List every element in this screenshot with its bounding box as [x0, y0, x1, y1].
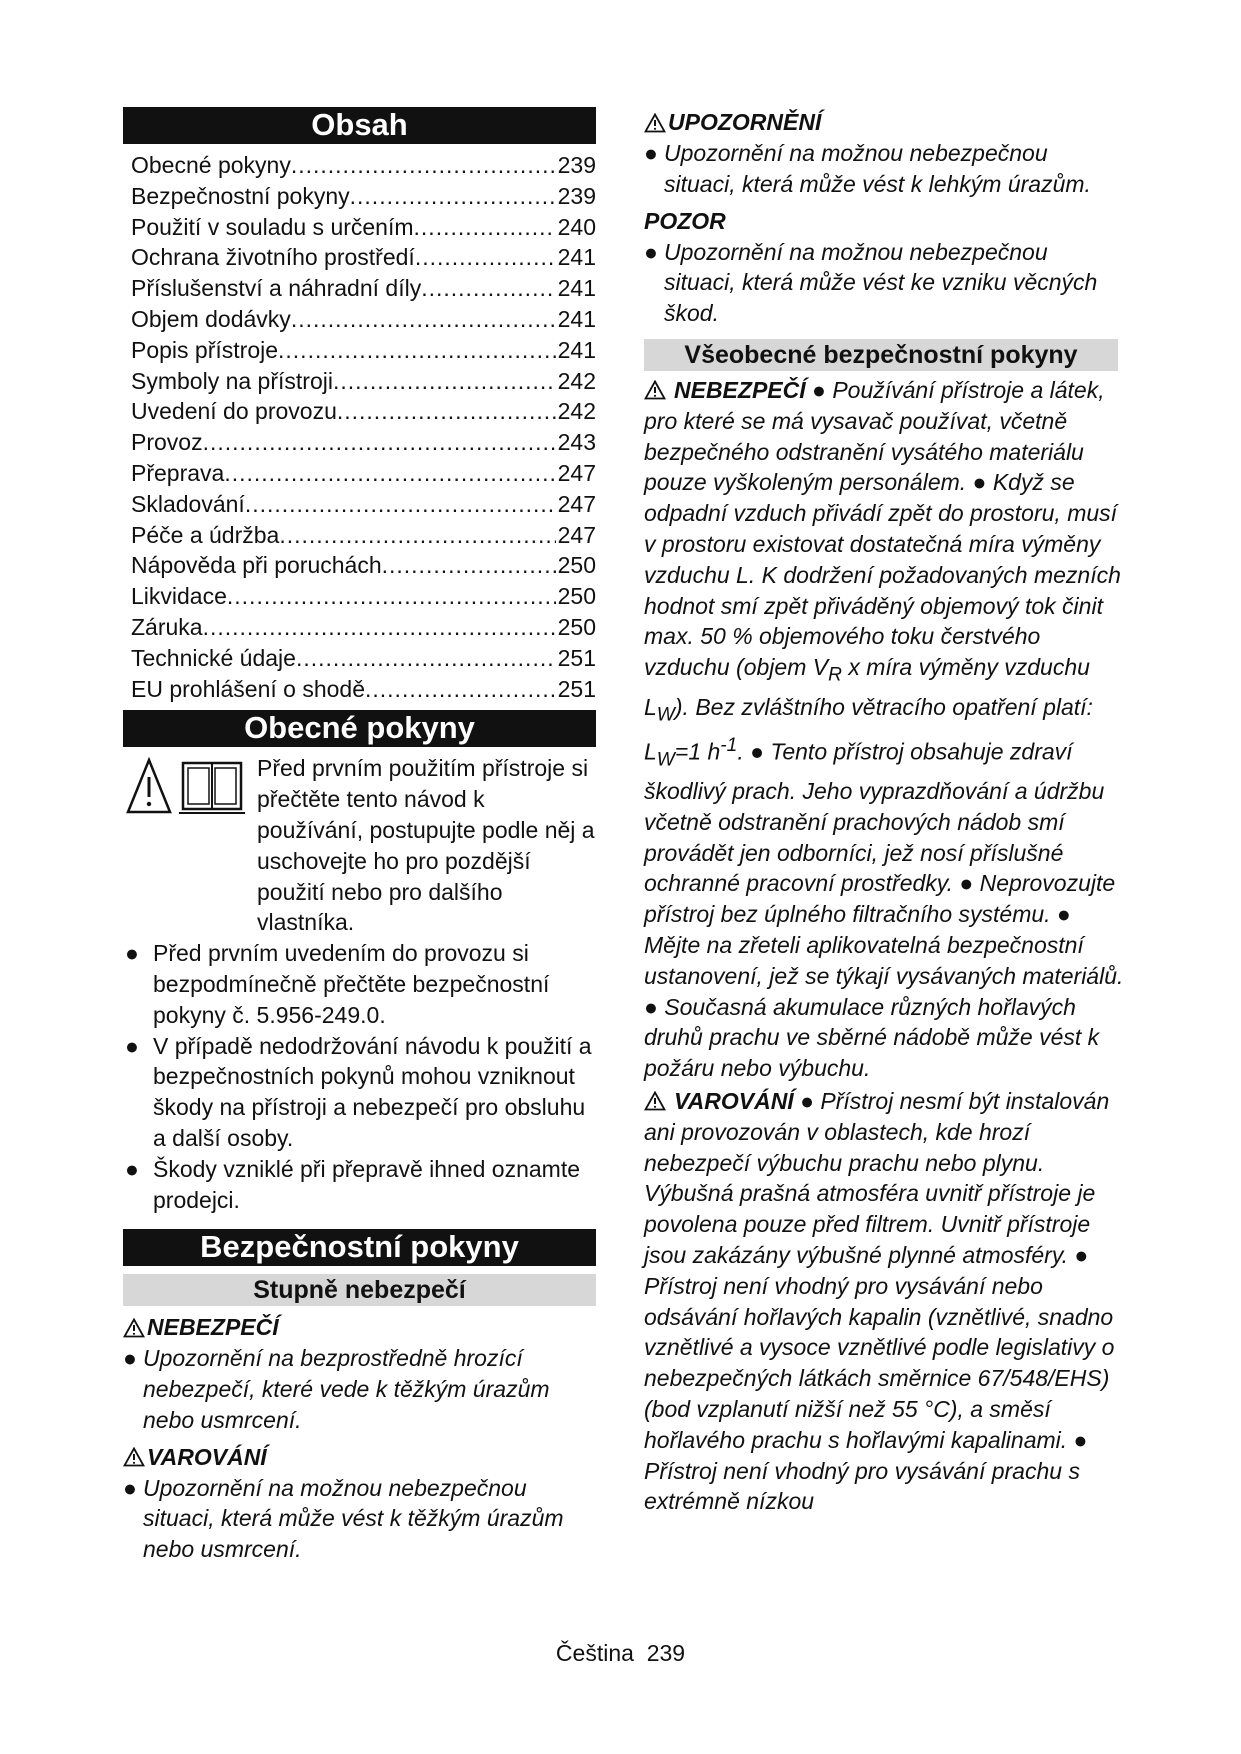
- general-intro: [123, 753, 596, 938]
- toc-entry-page: 241: [557, 336, 596, 363]
- list-item: [123, 1343, 596, 1435]
- toc-leader-dots: [203, 427, 556, 458]
- danger-level-block: [123, 1442, 596, 1565]
- general-safety-heading: Všeobecné bezpečnostní pokyny: [644, 339, 1118, 371]
- subscript-w: W: [656, 704, 675, 726]
- toc-heading: Obsah: [123, 107, 596, 144]
- toc-leader-dots: [224, 458, 555, 489]
- toc-leader-dots: [278, 335, 556, 366]
- toc-entry-page: 241: [557, 244, 596, 271]
- footer-page-number: 239: [646, 1640, 686, 1666]
- danger-text: ● Používání přístroje a látek, pro které se má vysavač používat, včetně bezpečného odstranění vysátého materiálu pouze vyškoleným personálem. ● Když se odpadní vzduch přivádí zpět do prostoru, musí v prostoru existovat dostatečná míra výměny vzduchu L. K dodržení požadovaných mezních hodnot smí zpět přiváděný objemový tok činit max. 50 % objemového toku čerstvého vzduchu (objem V: [644, 376, 1121, 681]
- danger-level-text: Upozornění na možnou nebezpečnou situaci, která může vést ke vzniku věcných škod.: [664, 238, 1098, 327]
- danger-level-name: POZOR: [644, 207, 726, 234]
- footer-language: Čeština: [555, 1640, 634, 1666]
- toc-leader-dots: [245, 489, 556, 520]
- toc-entry-title: Provoz: [131, 429, 203, 456]
- toc-leader-dots: [291, 304, 556, 335]
- toc-entry: [131, 489, 596, 520]
- warning-and-manual-icon: [125, 757, 247, 817]
- general-intro-text: Před prvním použitím přístroje si přečtěte tento návod k používání, postupujte podle něj a uschovejte ho pro pozdější použití nebo pro dalšího vlastníka.: [257, 755, 595, 936]
- toc-entry: [131, 335, 596, 366]
- warning-triangle-icon: [644, 1091, 666, 1111]
- toc-entry-page: 241: [557, 275, 596, 302]
- toc-entry-title: Nápověda při poruchách: [131, 552, 382, 579]
- toc-entry: [131, 304, 596, 335]
- toc-entry: [131, 212, 596, 243]
- toc-entry: [131, 273, 596, 304]
- warning-paragraph: [644, 1086, 1124, 1517]
- danger-levels-heading: Stupně nebezpečí: [123, 1274, 596, 1306]
- toc-entry-page: 250: [557, 552, 596, 579]
- danger-level-block: [644, 206, 1124, 329]
- toc-leader-dots: [296, 643, 556, 674]
- danger-level-list: [644, 237, 1124, 329]
- toc-leader-dots: [227, 581, 556, 612]
- toc-entry-page: 242: [557, 367, 596, 394]
- danger-label: NEBEZPEČÍ: [674, 376, 806, 403]
- danger-text-3: ). Bez zvláštního větracího opatření platí: L: [644, 693, 1093, 765]
- list-item-text: Škody vzniklé při přepravě ihned oznamte prodejci.: [153, 1155, 581, 1213]
- warning-label: VAROVÁNÍ: [674, 1087, 794, 1114]
- toc-leader-dots: [203, 612, 556, 643]
- toc-entry-title: Péče a údržba: [131, 521, 280, 548]
- danger-level-list: [644, 138, 1124, 200]
- toc-entry-page: 239: [557, 182, 596, 209]
- list-item: [644, 237, 1124, 329]
- toc-entry: [131, 612, 596, 643]
- warning-triangle-icon: [644, 113, 666, 133]
- toc-entry-title: Skladování: [131, 490, 245, 517]
- toc-entry-title: Likvidace: [131, 583, 227, 610]
- toc-entry-page: 247: [557, 490, 596, 517]
- toc-entry: [131, 643, 596, 674]
- toc-entry-title: Technické údaje: [131, 644, 296, 671]
- toc-entry-page: 247: [557, 459, 596, 486]
- toc-leader-dots: [421, 273, 555, 304]
- danger-level-block: [644, 107, 1124, 200]
- toc-entry: [131, 242, 596, 273]
- list-item: [123, 1473, 596, 1565]
- danger-level-label: [123, 1442, 596, 1473]
- warning-triangle-icon: [644, 380, 666, 400]
- danger-level-label: [644, 206, 1124, 237]
- toc-entry: [131, 150, 596, 181]
- toc-entry-title: Objem dodávky: [131, 305, 291, 332]
- toc-leader-dots: [365, 674, 556, 705]
- danger-level-block: [123, 1312, 596, 1435]
- warning-triangle-icon: [123, 1318, 145, 1338]
- danger-levels-right: [644, 107, 1124, 329]
- toc-entry: [131, 581, 596, 612]
- danger-level-text: Upozornění na bezprostředně hrozící nebezpečí, které vede k těžkým úrazům nebo usmrcení.: [143, 1345, 550, 1433]
- toc-leader-dots: [382, 550, 556, 581]
- toc-entry: [131, 366, 596, 397]
- toc-entry-title: Ochrana životního prostředí: [131, 244, 415, 271]
- page-footer: [0, 1640, 1241, 1667]
- toc-entry-page: 241: [557, 305, 596, 332]
- toc-entry-page: 239: [557, 152, 596, 178]
- list-item-text: Před prvním uvedením do provozu si bezpodmínečně přečtěte bezpečnostní pokyny č. 5.956-249.0.: [153, 940, 550, 1028]
- toc-entry: [131, 674, 596, 705]
- bullet-icon: ●: [125, 940, 139, 967]
- danger-text-2: x míra výměny vzduchu L: [644, 654, 1090, 720]
- toc-entry-page: 247: [557, 521, 596, 548]
- toc-entry-title: Bezpečnostní pokyny: [131, 182, 350, 209]
- toc-entry-page: 243: [557, 429, 596, 456]
- toc-entry: [131, 550, 596, 581]
- warning-triangle-icon: [123, 1447, 145, 1467]
- danger-level-name: NEBEZPEČÍ: [147, 1314, 279, 1341]
- toc-leader-dots: [414, 212, 556, 243]
- toc-entry-page: 250: [557, 583, 596, 610]
- bullet-icon: ●: [123, 1474, 137, 1501]
- danger-level-list: [123, 1343, 596, 1435]
- general-bullet-list: [123, 938, 596, 1215]
- superscript-minus-one: -1: [720, 734, 738, 756]
- bullet-icon: ●: [644, 140, 658, 166]
- danger-level-name: VAROVÁNÍ: [147, 1443, 267, 1470]
- bullet-icon: ●: [644, 238, 658, 265]
- danger-level-label: [644, 107, 1124, 138]
- toc-entry: [131, 520, 596, 551]
- danger-level-list: [123, 1473, 596, 1565]
- toc-entry-page: 242: [557, 398, 596, 425]
- toc-entry-title: Záruka: [131, 613, 203, 640]
- toc-leader-dots: [291, 150, 556, 181]
- toc-entry-title: Přeprava: [131, 459, 225, 486]
- danger-paragraph: [644, 375, 1124, 1084]
- list-item: [123, 1031, 596, 1154]
- danger-text-5: . ● Tento přístroj obsahuje zdraví škodlivý prach. Jeho vyprazdňování a údržbu včetně odstranění prachových nádob smí provádět jen odborníci, jež nosí příslušné ochranné pracovní prostředky. ● Neprovozujte přístroj bez úplného filtračního systému. ● Mějte na zřeteli aplikovatelná bezpečnostní ustanovení, jež se týkají vysávaných materiálů. ● Současná akumulace různých hořlavých druhů prachu ve sběrné nádobě může vést k požáru nebo výbuchu.: [644, 738, 1124, 1082]
- safety-heading: Bezpečnostní pokyny: [123, 1229, 596, 1266]
- bullet-icon: ●: [125, 1032, 139, 1059]
- list-item: [123, 1154, 596, 1216]
- bullet-icon: ●: [125, 1155, 139, 1182]
- subscript-r: R: [828, 664, 842, 686]
- danger-level-label: [123, 1312, 596, 1343]
- left-column: [123, 107, 596, 1565]
- list-item-text: V případě nedodržování návodu k použití a bezpečnostních pokynů mohou vzniknout škody na přístroji a nebezpečí pro obsluhu a další osoby.: [153, 1032, 592, 1151]
- list-item: [123, 938, 596, 1030]
- toc-entry-title: Popis přístroje: [131, 336, 279, 363]
- toc-leader-dots: [337, 396, 556, 427]
- table-of-contents: [123, 150, 596, 704]
- toc-entry-title: Uvedení do provozu: [131, 398, 337, 425]
- right-column: [644, 107, 1124, 1517]
- toc-entry-title: Příslušenství a náhradní díly: [131, 275, 422, 302]
- danger-level-text: Upozornění na možnou nebezpečnou situaci, která může vést k těžkým úrazům nebo usmrcení.: [143, 1474, 564, 1563]
- toc-leader-dots: [350, 181, 556, 212]
- toc-entry: [131, 427, 596, 458]
- danger-level-name: UPOZORNĚNÍ: [668, 109, 822, 135]
- bullet-icon: ●: [123, 1345, 137, 1372]
- toc-entry-title: Použití v souladu s určením: [131, 213, 414, 240]
- toc-entry-title: Obecné pokyny: [131, 152, 291, 178]
- danger-levels-left: [123, 1312, 596, 1565]
- toc-entry-title: Symboly na přístroji: [131, 367, 333, 394]
- list-item: [644, 138, 1124, 200]
- danger-text-4: =1 h: [674, 738, 721, 765]
- toc-entry-page: 250: [557, 613, 596, 640]
- toc-leader-dots: [279, 520, 555, 551]
- toc-entry: [131, 396, 596, 427]
- toc-entry: [131, 181, 596, 212]
- toc-entry-page: 240: [557, 213, 596, 240]
- toc-entry: [131, 458, 596, 489]
- toc-leader-dots: [415, 242, 556, 273]
- toc-entry-page: 251: [557, 644, 596, 671]
- general-heading: Obecné pokyny: [123, 710, 596, 747]
- toc-entry-title: EU prohlášení o shodě: [131, 675, 365, 702]
- toc-leader-dots: [333, 366, 556, 397]
- subscript-w-2: W: [656, 749, 675, 771]
- warning-text: ● Přístroj nesmí být instalován ani provozován v oblastech, kde hrozí nebezpečí výbuchu prachu nebo plynu. Výbušná prašná atmosféra uvnitř přístroje je povolena pouze před filtrem. Uvnitř přístroje jsou zakázány výbušné plynné atmosféry. ● Přístroj není vhodný pro vysávání nebo odsávání hořlavých kapalin (vznětlivé, snadno vznětlivé a vysoce vznětlivé podle legislativy o nebezpečných látkách směrnice 67/548/EHS) (bod vzplanutí nižší než 55 °C), a směsí hořlavého prachu s hořlavými kapalinami. ● Přístroj není vhodný pro vysávání prachu s extrémně nízkou: [644, 1087, 1115, 1515]
- danger-level-text: Upozornění na možnou nebezpečnou situaci, která může vést k lehkým úrazům.: [664, 140, 1091, 197]
- toc-entry-page: 251: [557, 675, 596, 702]
